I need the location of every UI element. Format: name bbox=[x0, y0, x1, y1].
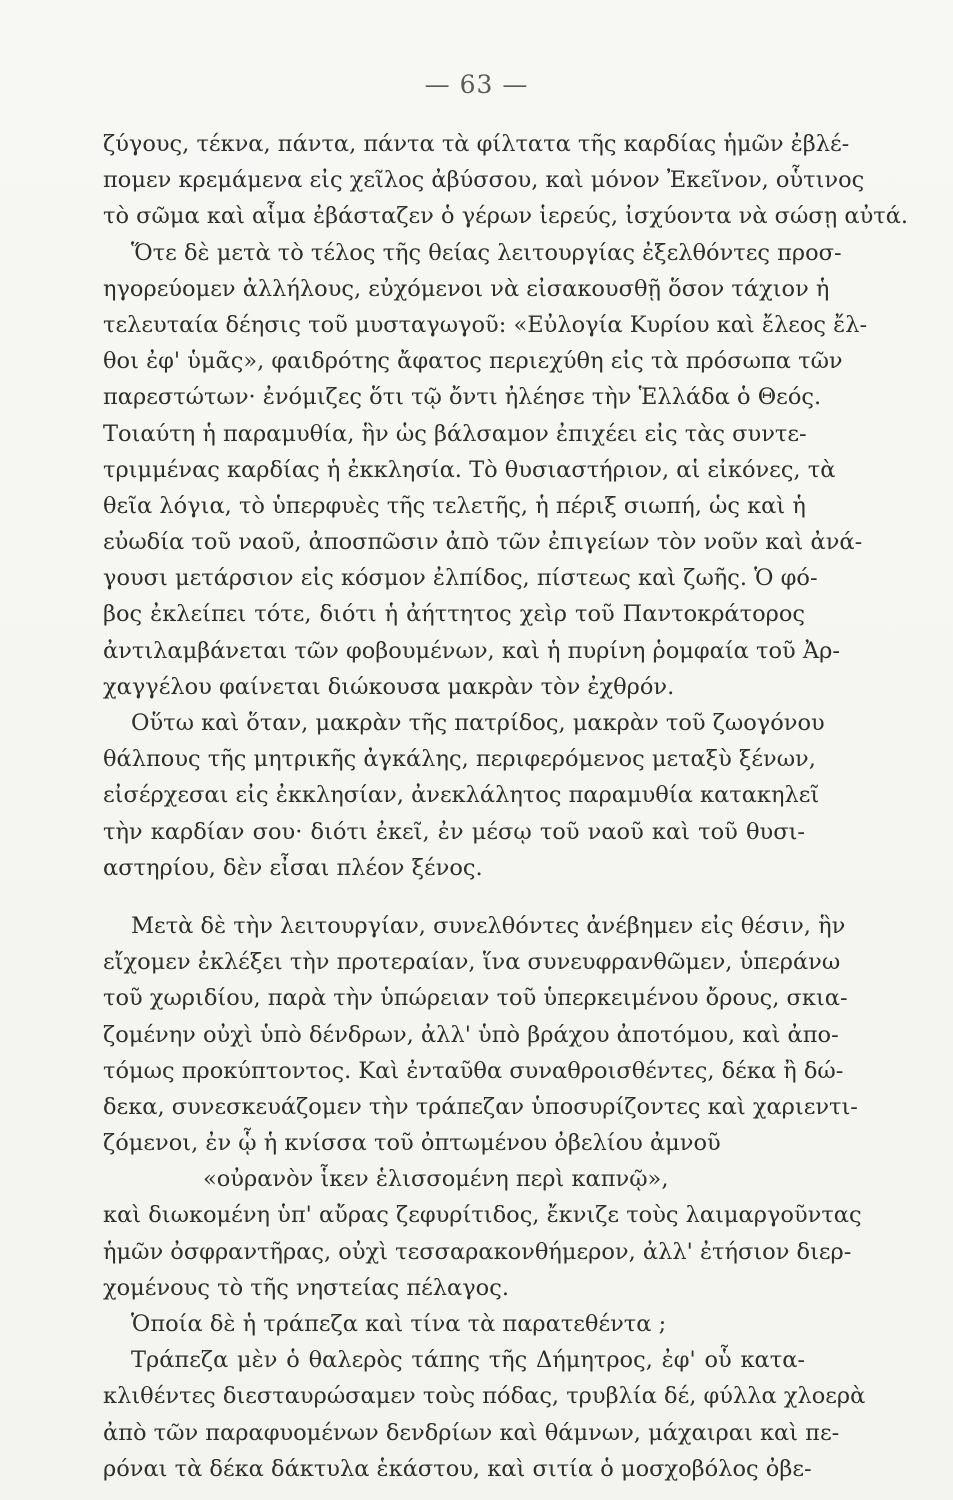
text-line: ρόναι τὰ δέκα δάκτυλα ἑκάστου, καὶ σιτία ὁ μοσχοβόλος ὀβε- bbox=[103, 1455, 812, 1482]
text-line: εὐωδία τοῦ ναοῦ, ἀποσπῶσιν ἀπὸ τῶν ἐπιγείων τὸν νοῦν καὶ ἀνά- bbox=[103, 529, 863, 556]
text-line: τόμως προκύπτοντος. Καὶ ἐνταῦθα συναθροισθέντες, δέκα ἢ δώ- bbox=[103, 1057, 844, 1084]
text-line: κλιθέντες διεσταυρώσαμεν τοὺς πόδας, τρυβλία δέ, φύλλα χλοερὰ bbox=[103, 1383, 866, 1410]
section-gap bbox=[103, 886, 805, 908]
text-line: βος ἐκλείπει τότε, διότι ἡ ἀήττητος χεὶρ τοῦ Παντοκράτορος bbox=[103, 601, 805, 628]
text-line: αστηρίου, δὲν εἶσαι πλέον ξένος. bbox=[103, 854, 483, 881]
text-line: ηγορεύομεν ἀλλήλους, εὐχόμενοι νὰ εἰσακουσθῇ ὅσον τάχιον ἡ bbox=[103, 275, 830, 302]
text-line: εἰσέρχεσαι εἰς ἐκκλησίαν, ἀνεκλάλητος παραμυθία κατακηλεῖ bbox=[103, 782, 820, 809]
text-line: παρεστώτων· ἐνόμιζες ὅτι τῷ ὄντι ἠλέησε τὴν Ἑλλάδα ὁ Θεός. bbox=[103, 384, 822, 411]
text-line: ζόμενοι, ἐν ᾧ ἡ κνίσσα τοῦ ὀπτωμένου ὀβελίου ἀμνοῦ bbox=[103, 1130, 721, 1157]
text-line: ἀντιλαμβάνεται τῶν φοβουμένων, καὶ ἡ πυρίνη ῥομφαία τοῦ Ἀρ- bbox=[103, 637, 840, 664]
text-line: θεῖα λόγια, τὸ ὑπερφυὲς τῆς τελετῆς, ἡ πέριξ σιωπή, ὡς καὶ ἡ bbox=[103, 492, 806, 519]
text-line: Ὅτε δὲ μετὰ τὸ τέλος τῆς θείας λειτουργίας ἐξελθόντες προσ- bbox=[131, 239, 842, 266]
text-line: γουσι μετάρσιον εἰς κόσμον ἐλπίδος, πίστεως καὶ ζωῆς. Ὁ φό- bbox=[103, 565, 818, 592]
text-line: τριμμένας καρδίας ἡ ἐκκλησία. Τὸ θυσιαστήριον, αἱ εἰκόνες, τὰ bbox=[103, 456, 836, 483]
verse-quote: «οὐρανὸν ἷκεν ἑλισσομένη περὶ καπνῷ», bbox=[203, 1166, 669, 1193]
text-line: δεκα, συνεσκευάζομεν τὴν τράπεζαν ὑποσυρίζοντες καὶ χαριεντι- bbox=[103, 1093, 858, 1120]
text-line: χομένους τὸ τῆς νηστείας πέλαγος. bbox=[103, 1274, 509, 1301]
text-line: Μετὰ δὲ τὴν λειτουργίαν, συνελθόντες ἀνέβημεν εἰς θέσιν, ἣν bbox=[131, 912, 846, 939]
text-line: τελευταία δέησις τοῦ μυσταγωγοῦ: «Εὐλογία Κυρίου καὶ ἔλεος ἔλ- bbox=[103, 311, 868, 338]
text-line: θοι ἐφ' ὑμᾶς», φαιδρότης ἄφατος περιεχύθη εἰς τὰ πρόσωπα τῶν bbox=[103, 348, 843, 375]
body-text bbox=[103, 126, 909, 1487]
text-line: τὴν καρδίαν σου· διότι ἐκεῖ, ἐν μέσῳ τοῦ ναοῦ καὶ τοῦ θυσι- bbox=[103, 818, 805, 845]
text-line: ζομένην οὐχὶ ὑπὸ δένδρων, ἀλλ' ὑπὸ βράχου ἀποτόμου, καὶ ἀπο- bbox=[103, 1021, 839, 1048]
text-line: Τράπεζα μὲν ὁ θαλερὸς τάπης τῆς Δήμητρος, ἐφ' οὗ κατα- bbox=[131, 1347, 805, 1374]
text-line: θάλπους τῆς μητρικῆς ἀγκάλης, περιφερόμενος μεταξὺ ξένων, bbox=[103, 746, 816, 773]
text-line: ζύγους, τέκνα, πάντα, πάντα τὰ φίλτατα τῆς καρδίας ἡμῶν ἐβλέ- bbox=[103, 131, 850, 157]
text-line: ἡμῶν ὀσφραντῆρας, οὐχὶ τεσσαρακονθήμερον, ἀλλ' ἐτήσιον διερ- bbox=[103, 1238, 852, 1265]
text-line: Οὕτω καὶ ὅταν, μακρὰν τῆς πατρίδος, μακρὰν τοῦ ζωογόνου bbox=[131, 710, 825, 736]
text-line: Τοιαύτη ἡ παραμυθία, ἣν ὡς βάλσαμον ἐπιχέει εἰς τὰς συντε- bbox=[103, 420, 807, 447]
text-line: τοῦ χωριδίου, παρὰ τὴν ὑπώρειαν τοῦ ὑπερκειμένου ὄρους, σκια- bbox=[103, 985, 848, 1012]
text-line: Ὁποία δὲ ἡ τράπεζα καὶ τίνα τὰ παρατεθέντα ; bbox=[131, 1311, 667, 1337]
text-line: εἴχομεν ἐκλέξει τὴν προτεραίαν, ἵνα συνευφρανθῶμεν, ὑπεράνω bbox=[103, 949, 841, 976]
text-line: χαγγέλου φαίνεται διώκουσα μακρὰν τὸν ἐχθρόν. bbox=[103, 673, 675, 700]
text-line: τὸ σῶμα καὶ αἷμα ἐβάσταζεν ὁ γέρων ἱερεύς, ἰσχύοντα νὰ σώσῃ αὐτά. bbox=[103, 203, 909, 230]
text-line: ἀπὸ τῶν παραφυομένων δενδρίων καὶ θάμνων, μάχαιραι καὶ πε- bbox=[103, 1419, 840, 1446]
text-line: καὶ διωκομένη ὑπ' αὔρας ζεφυρίτιδος, ἔκνιζε τοὺς λαιμαργοῦντας bbox=[103, 1202, 862, 1229]
text-line: πομεν κρεμάμενα εἰς χεῖλος ἀβύσσου, καὶ μόνον Ἐκεῖνον, οὗτινος bbox=[103, 167, 865, 194]
page-number: — 63 — bbox=[424, 70, 529, 99]
